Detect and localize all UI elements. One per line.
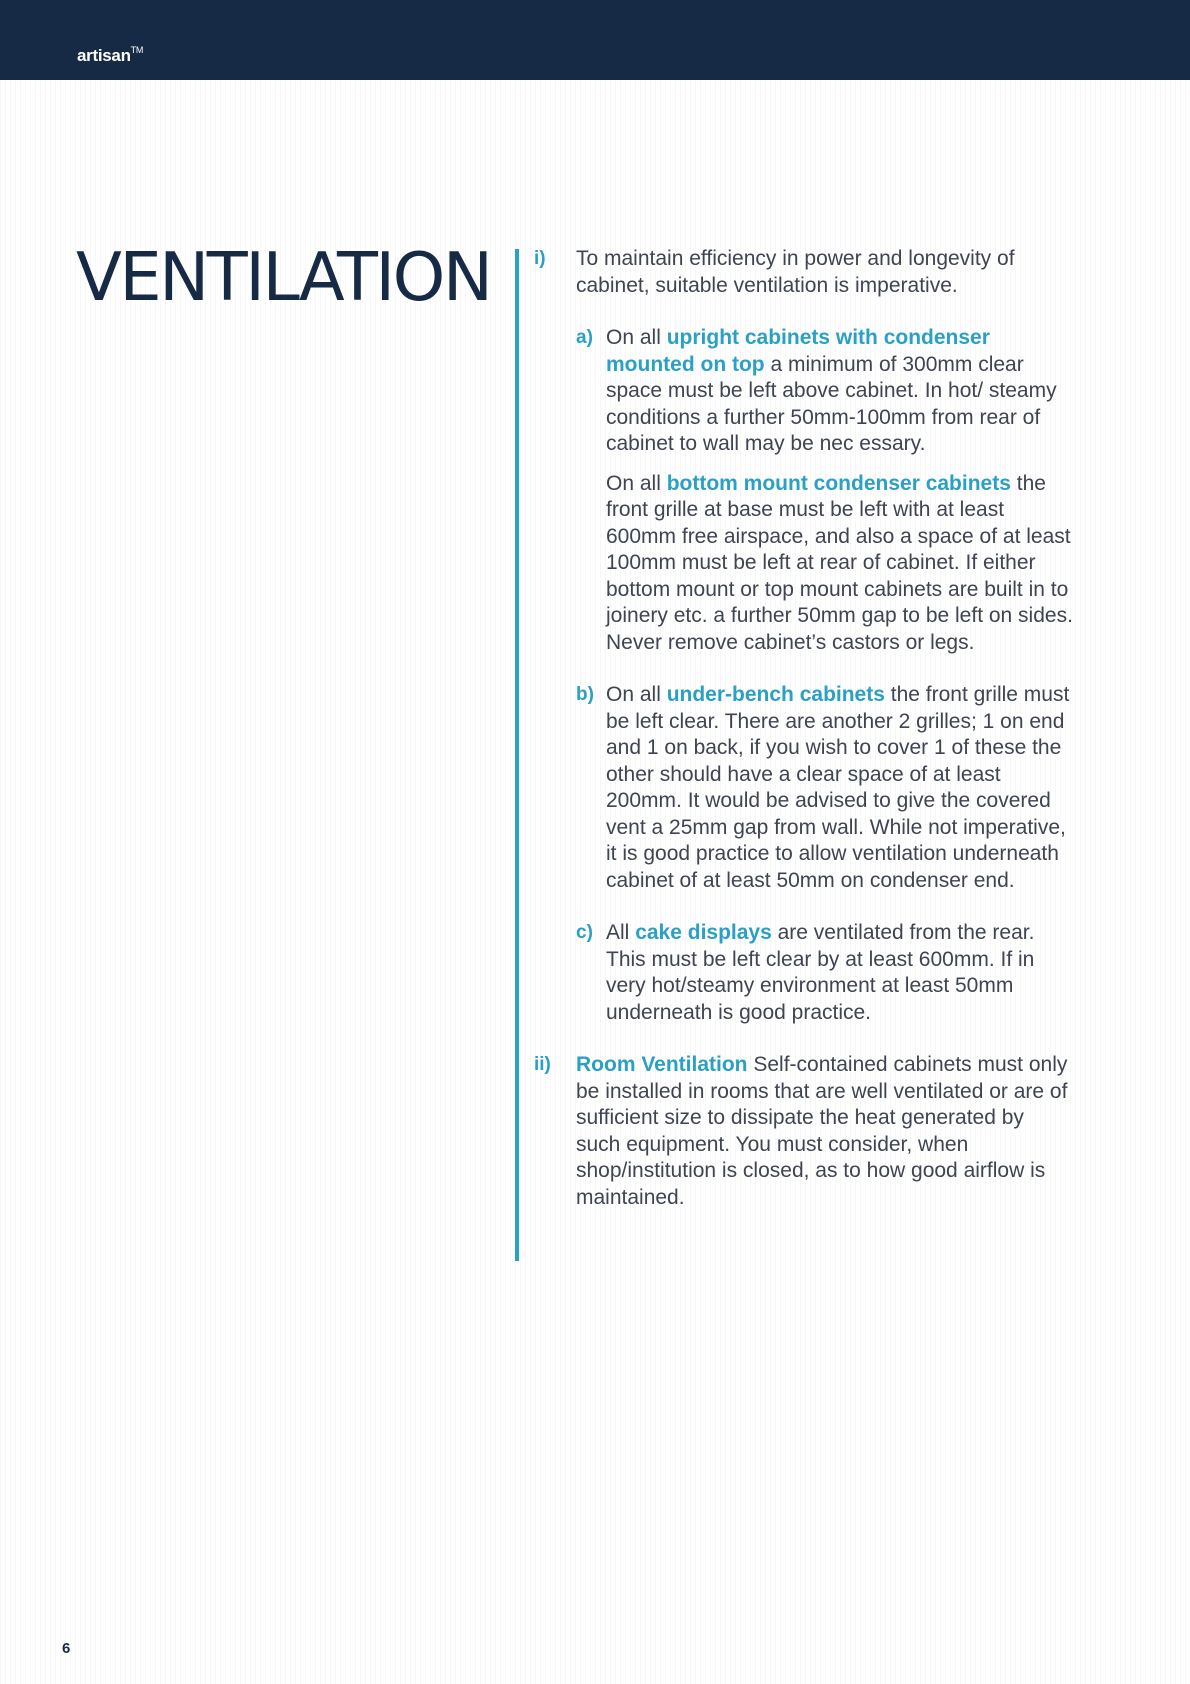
- section-marker: i): [534, 248, 546, 269]
- highlight-text: cake displays: [635, 921, 772, 944]
- text-run: Self-contained cabinets must only be installed in rooms that are well ventilated or are of sufficient size to dissipate the heat generated by such equipment. You must consider, when shop/institution is closed, as to how good airflow is maintained.: [576, 1053, 1068, 1209]
- paragraph: [606, 920, 1074, 1026]
- paragraph: [606, 682, 1074, 894]
- paragraph: [576, 1052, 1074, 1211]
- sub-item-a: [576, 325, 1074, 656]
- paragraph: [606, 471, 1074, 657]
- sub-marker: a): [576, 327, 593, 348]
- text-run: On all: [606, 471, 667, 495]
- header-bar: [0, 0, 1190, 80]
- page-title: VENTILATION: [76, 238, 491, 316]
- text-run: All: [606, 921, 636, 944]
- sub-marker: b): [576, 684, 594, 705]
- section-marker: ii): [534, 1054, 551, 1075]
- text-run: a minimum of 300mm clear space must be left above cabinet. In hot/ steamy conditions a further 50mm-100mm from rear of cabinet to wall may be nec essary.: [606, 352, 1057, 455]
- text-run: are ventilated from the rear. This must be left clear by at least 600mm. If in very hot/steamy environment at least 50mm underneath is good practice.: [606, 921, 1035, 1024]
- section-intro: To maintain efficiency in power and longevity of cabinet, suitable ventilation is imperative.: [576, 247, 1015, 297]
- text-run: the front grille at base must be left with at least 600mm free airspace, and also a space of at least 100mm must be left at rear of cabinet. If either bottom mount or top mount cabinets are built in to joinery etc. a further 50mm gap to be left on sides. Never remove cabinet’s castors or legs.: [606, 471, 1073, 654]
- brand-name: artisan: [77, 46, 131, 65]
- accent-divider: [515, 249, 519, 1261]
- text-run: On all: [606, 683, 667, 706]
- sub-item-c: [576, 920, 1074, 1026]
- highlight-text: upright cabinets with condenser mounted on top: [606, 326, 990, 376]
- section-i: [534, 246, 1074, 1026]
- text-run: On all: [606, 326, 667, 349]
- highlight-text: Room Ventilation: [576, 1053, 748, 1076]
- content-column: [534, 246, 1074, 1211]
- sub-item-b: [576, 682, 1074, 894]
- section-ii: [534, 1052, 1074, 1211]
- text-run: the front grille must be left clear. There are another 2 grilles; 1 on end and 1 on back, if you wish to cover 1 of these the other should have a clear space of at least 200mm. It would be advised to give the covered vent a 25mm gap from wall. While not imperative, it is good practice to allow ventilation underneath cabinet of at least 50mm on condenser end.: [606, 683, 1070, 892]
- brand-trademark: TM: [130, 45, 144, 55]
- brand-logo: [77, 47, 143, 64]
- page-number: 6: [62, 1640, 71, 1657]
- paragraph: [606, 325, 1074, 458]
- sub-marker: c): [576, 922, 593, 943]
- highlight-text: under-bench cabinets: [666, 683, 885, 706]
- highlight-text: bottom mount condenser cabinets: [666, 471, 1011, 495]
